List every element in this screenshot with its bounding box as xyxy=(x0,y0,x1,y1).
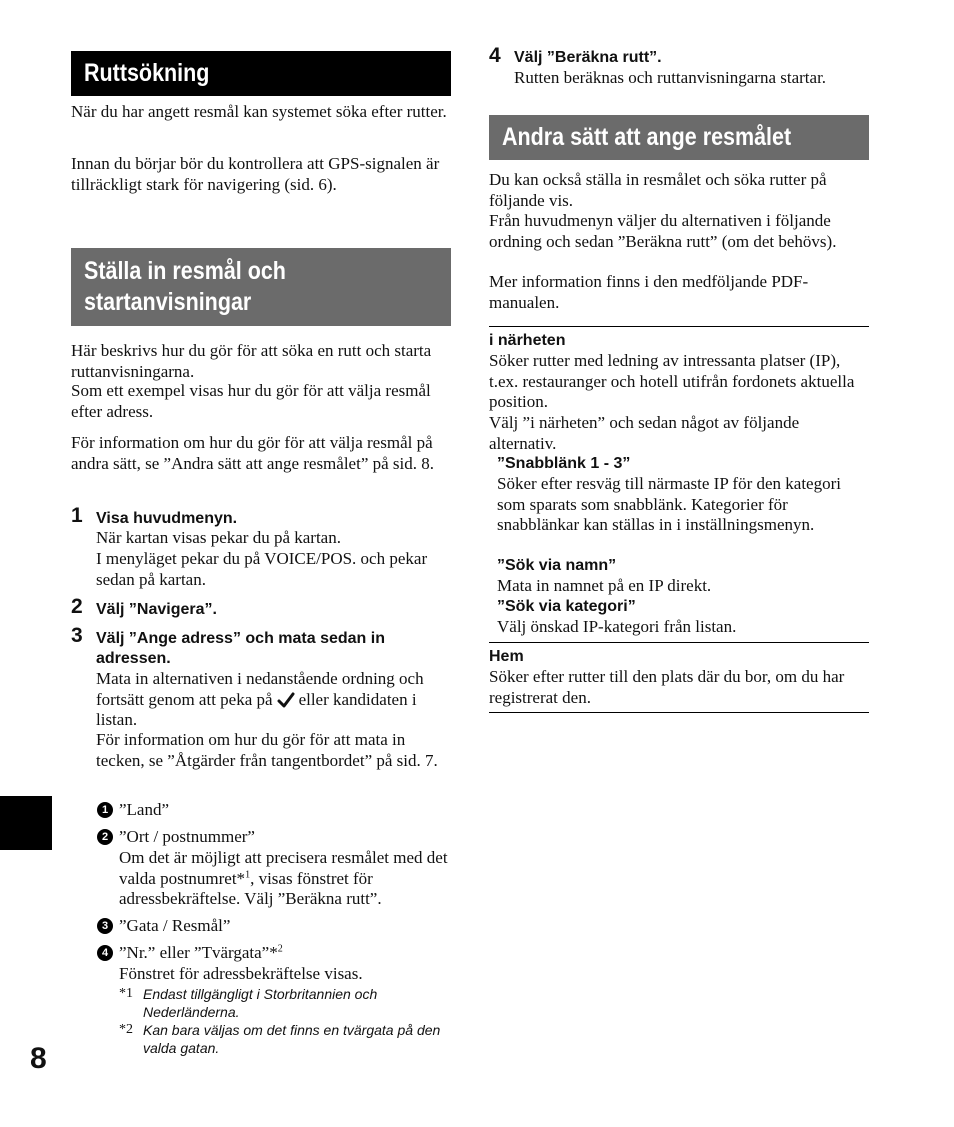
option-description: Söker rutter med ledning av intressanta platser (IP), t.ex. restauranger och hotell utifrån fordonets aktuella position. xyxy=(489,351,855,411)
step-title: Välj ”Navigera”. xyxy=(96,601,217,618)
footnote: *1 Endast tillgängligt i Storbritannien och Nederländerna. xyxy=(119,986,378,1020)
option-title: i närheten xyxy=(489,332,566,349)
step-body: När kartan visas pekar du på kartan. xyxy=(96,528,341,547)
option-description: Välj ”i närheten” och sedan något av följande alternativ. xyxy=(489,413,800,453)
step-body: Rutten beräknas och ruttanvisningarna startar. xyxy=(514,68,827,87)
paragraph: Mer information finns i den medföljande PDF-manualen. xyxy=(489,272,809,312)
section-heading-andra-satt: Andra sätt att ange resmålet xyxy=(489,115,869,160)
divider xyxy=(489,642,869,643)
step-number: 3 xyxy=(71,624,83,647)
step-title: Visa huvudmenyn. xyxy=(96,510,238,527)
step-number: 4 xyxy=(489,44,501,67)
page-number: 8 xyxy=(30,1042,47,1075)
divider xyxy=(489,326,869,327)
footnote: *2 Kan bara väljas om det finns en tvärgata på den valda gatan. xyxy=(119,1022,441,1056)
step-body: I menyläget pekar du på VOICE/POS. och pekar sedan på kartan. xyxy=(96,549,428,589)
sub-item-number: 2 xyxy=(97,829,113,845)
option-title: Hem xyxy=(489,648,524,665)
paragraph: Här beskrivs hur du gör för att söka en rutt och starta ruttanvisningarna. xyxy=(71,341,432,381)
step-title: Välj ”Ange adress” och mata sedan in adressen. xyxy=(96,630,385,667)
sub-item-label: ”Nr.” eller ”Tvärgata”*$^2$ xyxy=(119,943,283,962)
sub-item-description: Fönstret för adressbekräftelse visas. xyxy=(119,964,363,983)
checkmark-icon xyxy=(277,692,295,708)
section-heading-stalla-in: Ställa in resmål och startanvisningar xyxy=(71,248,451,326)
paragraph: Som ett exempel visas hur du gör för att välja resmål efter adress. xyxy=(71,381,431,421)
paragraph: När du har angett resmål kan systemet söka efter rutter. xyxy=(71,102,447,121)
paragraph: Innan du börjar bör du kontrollera att GPS-signalen är tillräckligt stark för navigering (sid. 6). xyxy=(71,154,440,194)
step-body: Mata in alternativen i nedanstående ordning och fortsätt genom att peka på eller kandidaten i listan. xyxy=(96,669,424,729)
paragraph: För information om hur du gör för att välja resmål på andra sätt, se ”Andra sätt att ange resmålet” på sid. 8. xyxy=(71,433,435,473)
sub-option-description: Mata in namnet på en IP direkt. xyxy=(497,576,712,595)
sub-item-description: Om det är möjligt att precisera resmålet med det valda postnumret*$^1$, visas fönstret för adressbekräftelse. Välj ”Beräkna rutt”. xyxy=(119,848,448,908)
sub-option-title: ”Sök via kategori” xyxy=(497,598,636,615)
sub-item-number: 1 xyxy=(97,802,113,818)
divider xyxy=(489,712,869,713)
sub-item-label: ”Gata / Resmål” xyxy=(119,916,231,935)
option-description: Söker efter rutter till den plats där du bor, om du har registrerat den. xyxy=(489,667,845,707)
section-tab-marker xyxy=(0,796,52,850)
paragraph: Från huvudmenyn väljer du alternativen i följande ordning och sedan ”Beräkna rutt” (om det behövs). xyxy=(489,211,837,251)
step-title: Välj ”Beräkna rutt”. xyxy=(514,49,662,66)
sub-option-description: Välj önskad IP-kategori från listan. xyxy=(497,617,737,636)
paragraph: Du kan också ställa in resmålet och söka rutter på följande vis. xyxy=(489,170,827,210)
sub-option-title: ”Snabblänk 1 - 3” xyxy=(497,455,631,472)
sub-option-description: Söker efter resväg till närmaste IP för den kategori som sparats som snabblänk. Kategorier för snabblänkar kan ställas in i inställningsmenyn. xyxy=(497,474,841,534)
step-number: 1 xyxy=(71,504,83,527)
step-number: 2 xyxy=(71,595,83,618)
sub-option-title: ”Sök via namn” xyxy=(497,557,617,574)
sub-item-number: 3 xyxy=(97,918,113,934)
sub-item-label: ”Land” xyxy=(119,800,170,819)
sub-item-label: ”Ort / postnummer” xyxy=(119,827,255,846)
sub-item-number: 4 xyxy=(97,945,113,961)
step-body: För information om hur du gör för att mata in tecken, se ”Åtgärder från tangentbordet” på sid. 7. xyxy=(96,730,438,770)
section-heading-ruttsokning: Ruttsökning xyxy=(71,51,451,96)
